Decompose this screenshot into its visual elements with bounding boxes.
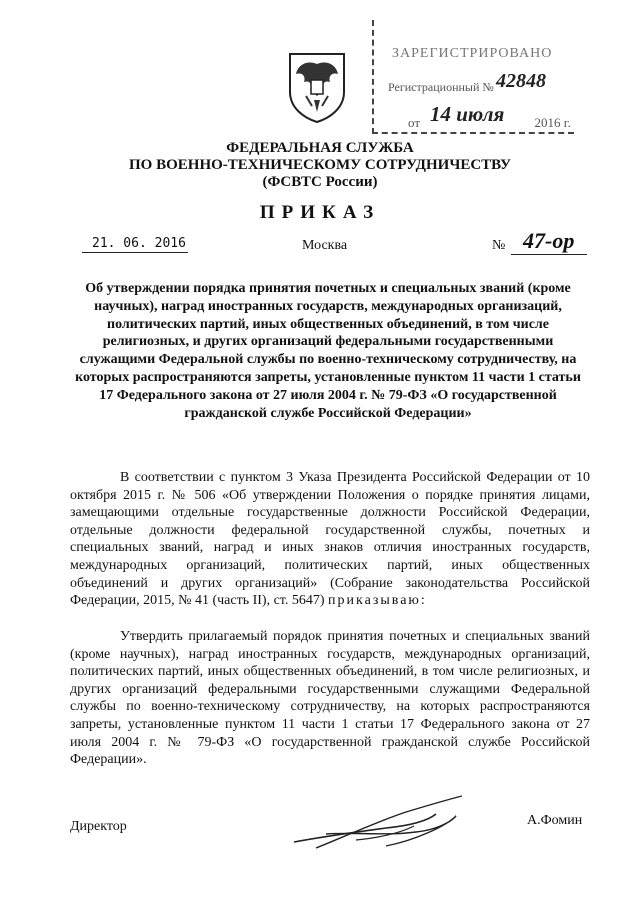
order-command: приказываю: bbox=[328, 593, 427, 609]
signer-role: Директор bbox=[70, 819, 127, 834]
handwritten-signature bbox=[286, 792, 476, 854]
stamp-date-prefix: от bbox=[408, 115, 421, 130]
order-number: 47-ор bbox=[511, 228, 587, 255]
body-paragraph-2: Утвердить прилагаемый порядок принятия почетных и специальных званий (кроме научных), наград иностранных государств, международных организаций, политических партий, иных общественных объединений, в том числе религиозных, и других организаций федеральными государственными служащими Федеральной службы по военно-техническому сотрудничеству, на которых распространяются запреты, установленные пунктом 11 части 1 статьи 17 Федерального закона от 27 июля 2004 г. № 79-ФЗ «О государственной гражданской службе Российской Федерации». bbox=[70, 629, 590, 768]
order-number-label: № bbox=[492, 238, 506, 253]
order-subject: Об утверждении порядка принятия почетных и специальных званий (кроме научных), наград иностранных государств, международных организаций, политических партий, иных общественных объединений, в том числе религиозных, и других организаций федеральными государственными служащими Федеральной службы по военно-техническому сотрудничеству, на которых распространяются запреты, установленные пунктом 11 части 1 статьи 17 Федерального закона от 27 июля 2004 г. № 79-ФЗ «О государственной гражданской службе Российской Федерации» bbox=[75, 281, 581, 421]
org-name-line1: ФЕДЕРАЛЬНАЯ СЛУЖБА bbox=[226, 140, 414, 156]
signer-name: А.Фомин bbox=[527, 813, 583, 828]
stamp-title: ЗАРЕГИСТРИРОВАНО bbox=[392, 46, 553, 61]
stamp-reg-number: 42848 bbox=[496, 70, 546, 92]
org-name-line2: ПО ВОЕННО-ТЕХНИЧЕСКОМУ СОТРУДНИЧЕСТВУ bbox=[129, 157, 511, 173]
org-abbreviation: (ФСВТС России) bbox=[262, 174, 378, 190]
stamp-date-year: 2016 bbox=[534, 115, 561, 130]
coat-of-arms-emblem bbox=[284, 50, 350, 124]
order-city: Москва bbox=[302, 238, 348, 253]
stamp-date-value: 14 июля bbox=[430, 102, 505, 126]
body-paragraph-1-text: В соответствии с пунктом 3 Указа Президента Российской Федерации от 10 октября 2015 г. № 506 «Об утверждении Положения о порядке принятия лицами, замещающими отдельные государственные должности Российской Федерации, отдельные должности федеральной государственной службы, почетных и специальных званий, наград и иных знаков отличия иностранных государств, международных организаций, политических партий, иных общественных объединений и других организаций» (Собрание законодательства Российской Федерации, 2015, № 41 (часть II), ст. 5647) bbox=[70, 470, 590, 609]
stamp-reg-label: Регистрационный № bbox=[388, 80, 494, 94]
registration-stamp bbox=[372, 20, 574, 134]
order-date: 21. 06. 2016 bbox=[82, 236, 188, 253]
body-paragraph-1 bbox=[70, 469, 590, 610]
document-type-title: ПРИКАЗ bbox=[259, 202, 381, 223]
stamp-date-suffix: г. bbox=[563, 115, 571, 130]
